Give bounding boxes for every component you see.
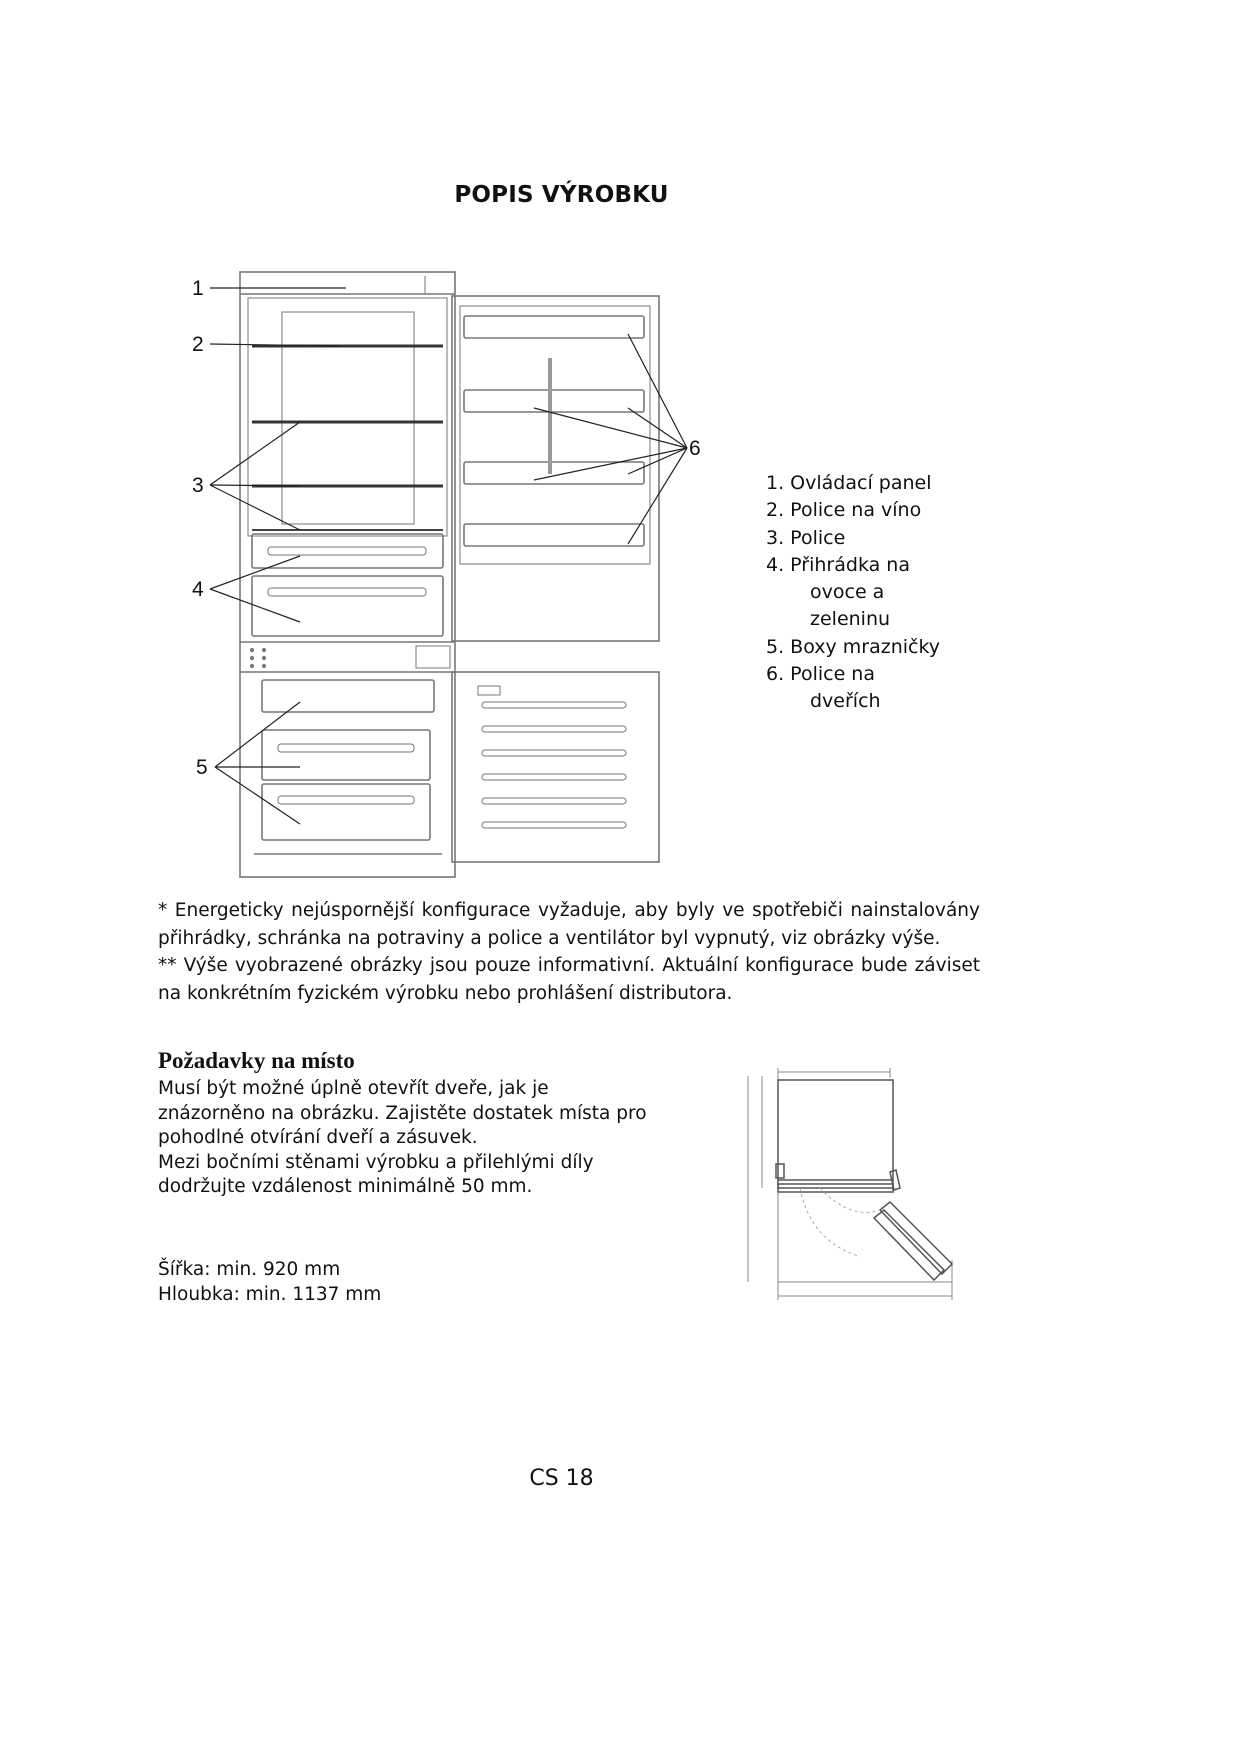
callout-1: 1 [192,277,204,300]
dimension-width: Šířka: min. 920 mm [158,1259,341,1280]
dimensions [158,1257,381,1307]
callout-4: 4 [192,578,204,601]
legend-item-4: 4. Přihrádka na ovoce a zeleninu [766,553,910,631]
callout-3: 3 [192,474,204,497]
page-number: CS 18 [529,1466,594,1491]
legend-item-5: 5. Boxy mrazničky [766,635,941,658]
legend-item-6: 6. Police na dveřích [766,663,881,713]
legend-item-3: 3. Police [766,526,846,549]
notes [158,897,980,1007]
callout-2: 2 [192,333,204,356]
note-energy: * Energeticky nejúspornější konfigurace vyžaduje, aby byly ve spotřebiči nainstalovány přihrádky, schránka na potraviny a police a ventilátor byl vypnutý, viz obrázky výše. [158,900,980,949]
callout-5: 5 [196,756,208,779]
parts-legend [766,470,940,716]
legend-item-1: 1. Ovládací panel [766,472,932,494]
requirements-heading: Požadavky na místo [158,1048,355,1073]
clearance-diagram [740,1060,980,1305]
callout-6: 6 [689,437,701,460]
requirements-text: Musí být možné úplně otevřít dveře, jak je znázorněno na obrázku. Zajistěte dostatek místa pro pohodlné otvírání dveří a zásuvek. Mezi bočními stěnami výrobku a přilehlými díly dodržujte vzdálenost minimálně 50 mm. [158,1078,647,1197]
fridge-diagram [160,262,720,892]
dimension-depth: Hloubka: min. 1137 mm [158,1284,382,1305]
page-title: POPIS VÝROBKU [454,182,669,208]
legend-item-2: 2. Police na víno [766,499,922,522]
note-disclaimer: ** Výše vyobrazené obrázky jsou pouze informativní. Aktuální konfigurace bude záviset na konkrétním fyzickém výrobku nebo prohlášení distributora. [158,955,980,1004]
